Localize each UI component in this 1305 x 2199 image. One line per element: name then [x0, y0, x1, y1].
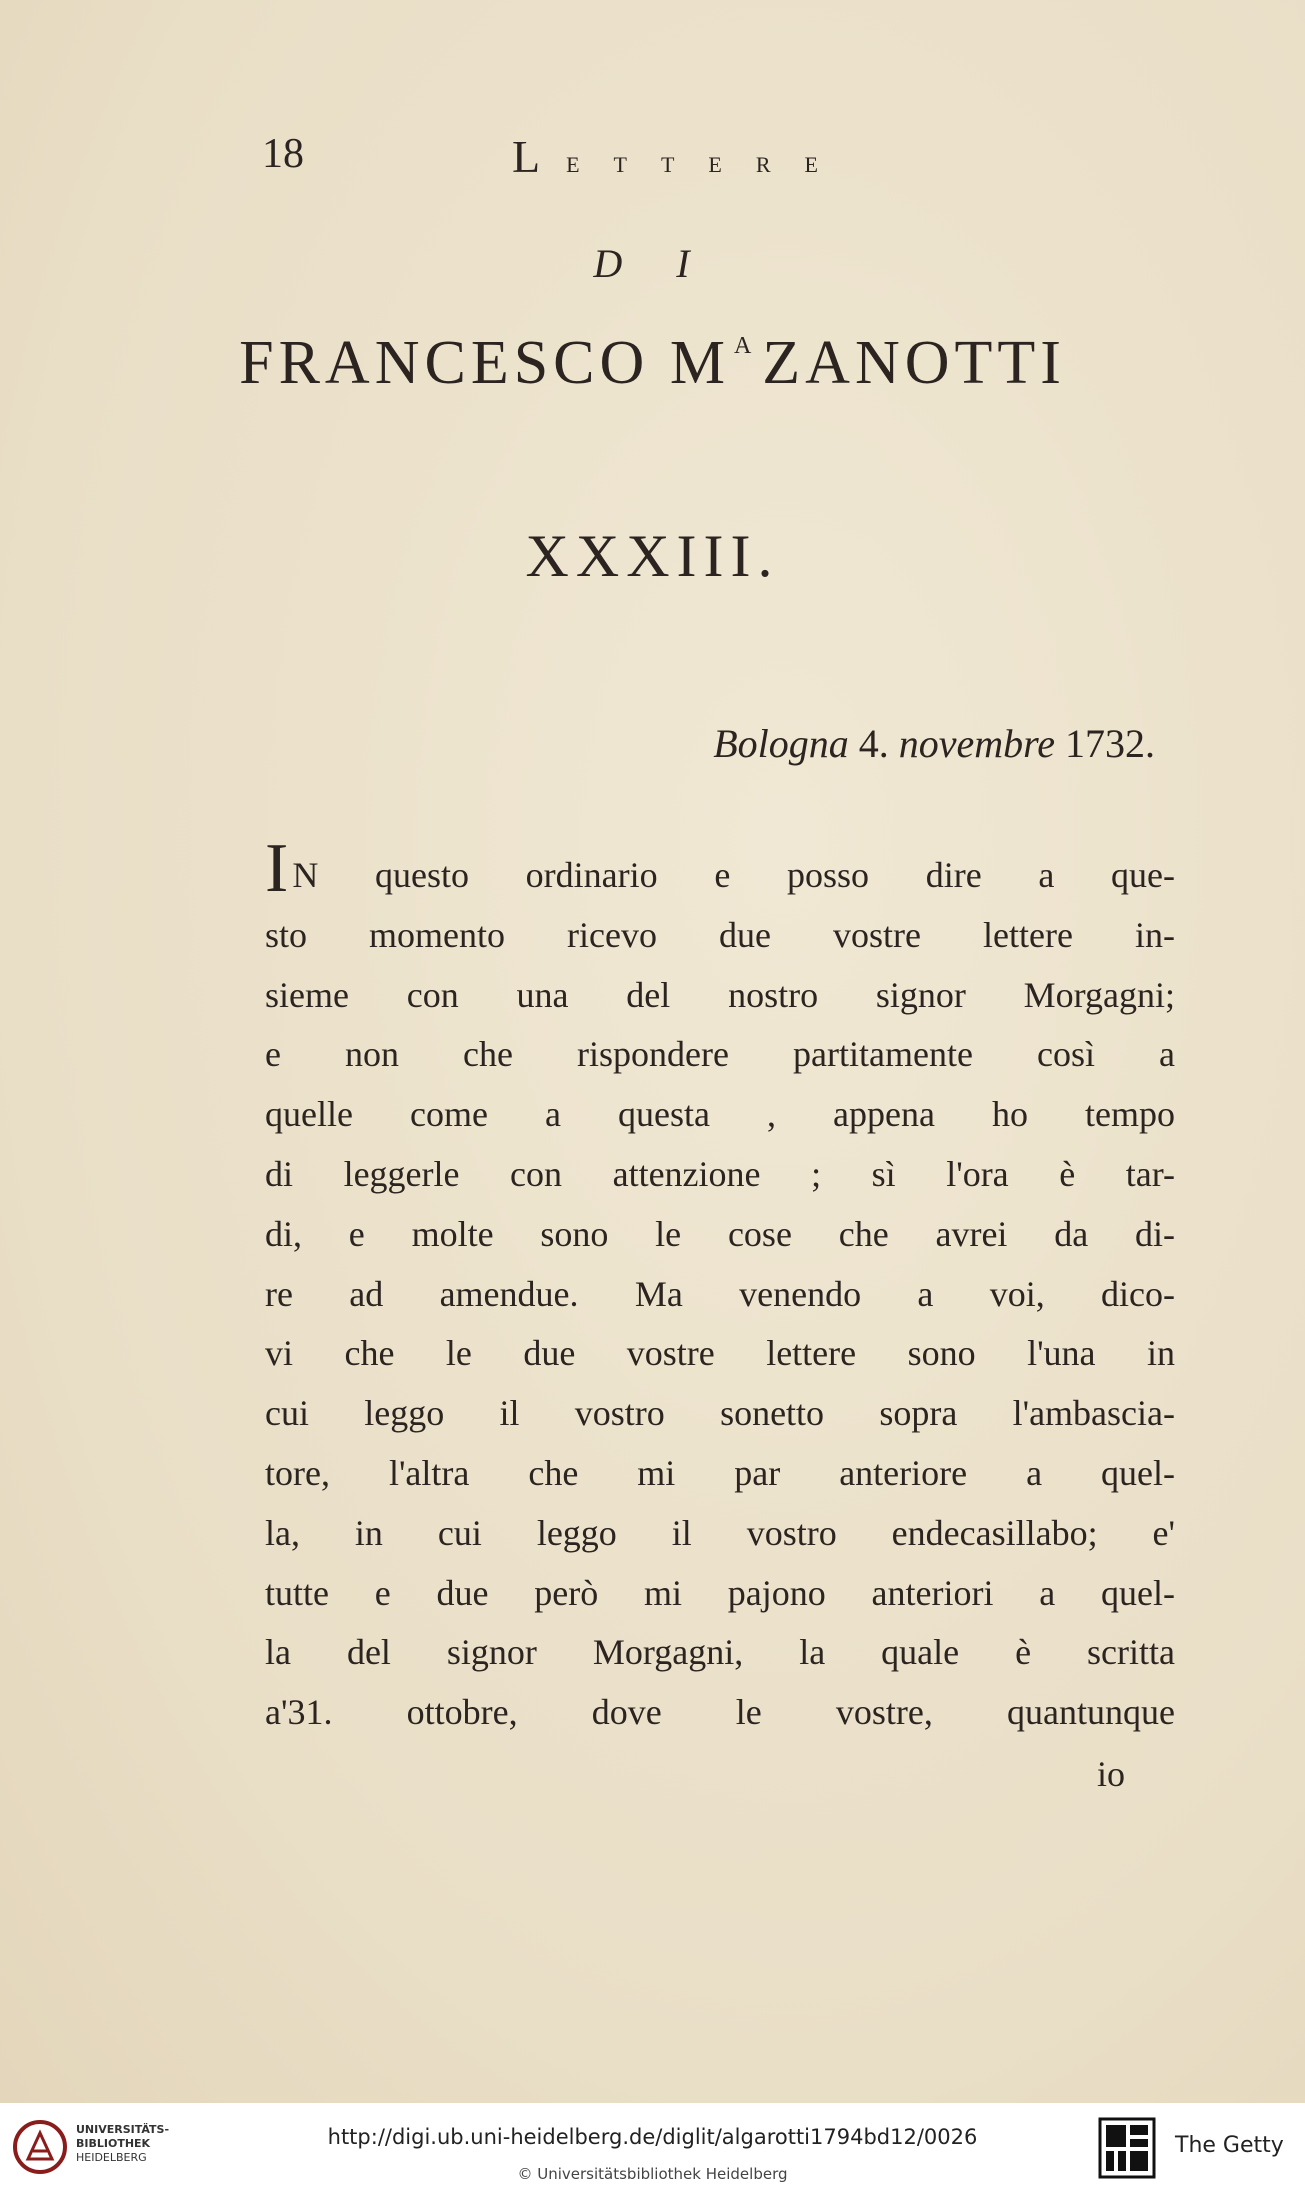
body-line: quelle come a questa , appena ho tempo	[265, 1094, 1175, 1135]
dateline	[713, 720, 1155, 767]
body-line: tore, l'altra che mi par anteriore a quel-	[265, 1452, 1175, 1493]
letter-body	[265, 830, 1175, 1743]
author-name-abbrev: A	[733, 333, 757, 359]
author-name	[0, 328, 1305, 399]
dateline-year: 1732.	[1065, 721, 1155, 766]
body-line: tutte e due però mi pajono anteriori a quel-	[265, 1572, 1175, 1613]
author-name-last: ZANOTTI	[762, 329, 1066, 397]
body-line: cui leggo il vostro sonetto sopra l'ambascia-	[265, 1393, 1175, 1434]
permalink[interactable]: http://digi.ub.uni-heidelberg.de/diglit/algarotti1794bd12/0026	[327, 2125, 978, 2149]
body-line: sieme con una del nostro signor Morgagni;	[265, 974, 1175, 1015]
body-line: la, in cui leggo il vostro endecasillabo; e'	[265, 1512, 1175, 1553]
body-line	[265, 830, 1175, 907]
body-line: re ad amendue. Ma venendo a voi, dico-	[265, 1273, 1175, 1314]
body-line: e non che rispondere partitamente così a	[265, 1034, 1175, 1075]
body-line: la del signor Morgagni, la quale è scritta	[265, 1632, 1175, 1673]
dateline-month: novembre	[898, 721, 1055, 766]
dateline-day: 4.	[858, 721, 889, 766]
dateline-place: Bologna	[713, 721, 849, 766]
copyright-notice: © Universitätsbibliothek Heidelberg	[517, 2165, 788, 2183]
running-head-rest: ETTERE	[566, 152, 852, 177]
body-line: vi che le due vostre lettere sono l'una in	[265, 1333, 1175, 1374]
body-line: di leggerle con attenzione ; sì l'ora è tar-	[265, 1153, 1175, 1194]
running-head	[512, 130, 852, 183]
library-name-line: BIBLIOTHEK	[76, 2137, 151, 2150]
drop-cap: I	[265, 830, 289, 907]
body-line: a'31. ottobre, dove le vostre, quantunque	[265, 1692, 1175, 1733]
library-name-line: UNIVERSITÄTS-	[76, 2123, 170, 2136]
page-number: 18	[262, 131, 304, 177]
running-head-initial: L	[512, 131, 541, 182]
body-line: di, e molte sono le cose che avrei da di-	[265, 1213, 1175, 1254]
page-header	[0, 130, 1305, 190]
getty-logo-icon	[1098, 2117, 1156, 2179]
body-line: sto momento ricevo due vostre lettere in-	[265, 914, 1175, 955]
catchword: io	[1096, 1754, 1125, 1794]
title-preposition: D I	[593, 241, 712, 286]
author-name-first: FRANCESCO M	[239, 329, 730, 397]
body-line-text: N questo ordinario e posso dire a que-	[292, 855, 1175, 895]
viewer-footer	[0, 2103, 1305, 2199]
library-name-line: HEIDELBERG	[76, 2151, 147, 2164]
letter-number: XXXIII.	[525, 523, 780, 589]
partner-name: The Getty	[1175, 2133, 1284, 2158]
